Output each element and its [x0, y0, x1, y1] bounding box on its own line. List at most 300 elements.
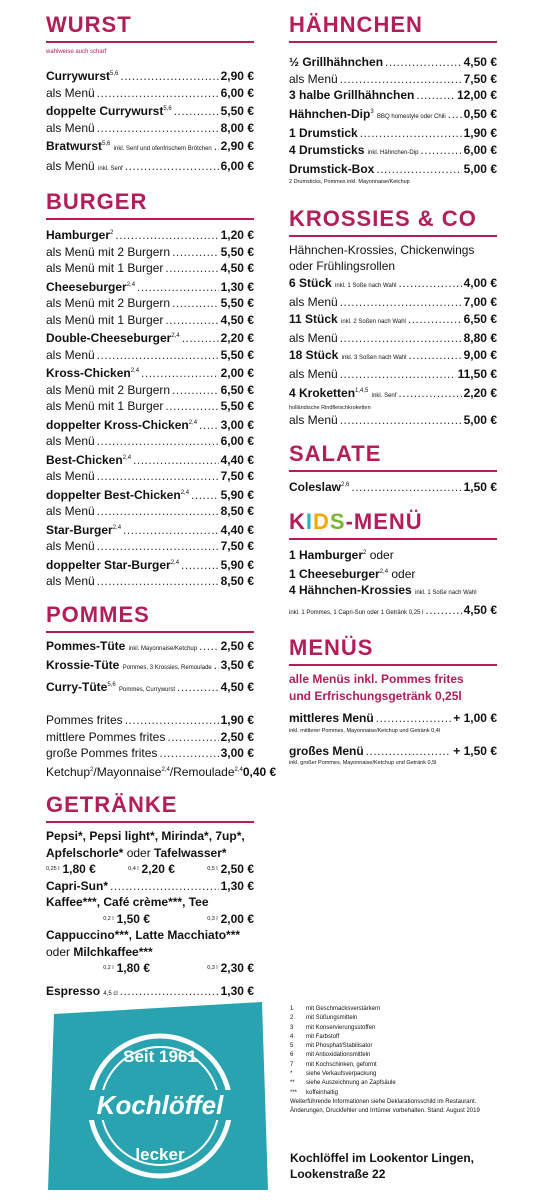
dot-leader	[165, 260, 218, 277]
menu-row	[46, 538, 254, 555]
item-name: als Menü	[46, 434, 95, 448]
menu-row	[46, 555, 254, 574]
menu-row	[46, 638, 254, 658]
divider	[46, 821, 254, 823]
dot-leader	[340, 71, 462, 88]
item-footnote: 5,6	[110, 71, 119, 77]
item-label	[46, 66, 118, 85]
item-price: 6,00 €	[220, 434, 254, 448]
kids-line-1: 1 Hamburger$^2$ oder	[289, 548, 394, 562]
dot-leader	[159, 745, 218, 762]
dot-leader	[174, 103, 219, 120]
menu-row	[46, 485, 254, 504]
menu-row	[46, 347, 254, 364]
item-label	[46, 85, 95, 102]
item-label	[46, 347, 95, 364]
menu-row	[46, 136, 254, 158]
section-title-salate: SALATE	[289, 440, 382, 466]
item-name: als Menü	[46, 347, 95, 362]
item-name: als Menü	[289, 331, 338, 345]
item-price: 7,50 €	[220, 469, 254, 483]
menu-size-price	[453, 710, 497, 727]
menu-row	[289, 311, 497, 331]
footnote-marker: 7	[290, 1061, 294, 1068]
item-detail: Pommes, Currywurst	[119, 686, 176, 693]
divider	[289, 470, 497, 472]
dot-leader	[360, 125, 462, 142]
item-name: doppelter Best-Chicken	[46, 487, 181, 502]
item-label	[46, 382, 170, 399]
item-label	[289, 71, 338, 88]
item-name: 3 halbe Grillhähnchen	[289, 88, 415, 102]
item-price: 3,00 €	[220, 417, 254, 432]
footnote-row	[290, 1014, 500, 1023]
dot-leader	[97, 573, 219, 590]
dot-leader	[97, 538, 219, 555]
footnote-marker: ***	[290, 1089, 298, 1096]
item-label	[46, 312, 163, 329]
cappuccino-sizes: 0,2 l 1,80 € 0,3 l 2,30 €	[103, 961, 254, 975]
menu-row	[46, 450, 254, 469]
dot-leader	[385, 54, 462, 71]
item-name: Drumstick-Box	[289, 162, 375, 176]
dot-leader	[340, 366, 456, 383]
dot-leader	[123, 522, 219, 539]
divider	[289, 41, 497, 43]
drumstick-box-note: 2 Drumsticks, Pommes inkl. Mayonnaise/Ketchup	[289, 178, 410, 185]
footnote-text: mit Konservierungsstoffen	[306, 1024, 376, 1031]
item-name: Pommes frites	[46, 713, 123, 727]
dot-leader	[199, 417, 219, 434]
item-price: 1,20 €	[220, 228, 254, 242]
kroketten-note: holländische Rindfleischkroketten	[289, 405, 371, 411]
item-price: 4,40 €	[220, 522, 254, 537]
item-name: als Menü mit 2 Burgern	[46, 382, 171, 397]
item-price: 4,50 €	[463, 55, 497, 69]
menu-row	[289, 125, 497, 142]
item-label	[289, 87, 414, 104]
menu-size-note: inkl. großer Pommes, Mayonnaise/Ketchup und Getränk 0,5l	[289, 760, 437, 766]
item-label	[46, 433, 95, 450]
footnote-text: mit Phosphat/Stabilisator	[306, 1043, 373, 1050]
item-price: 6,00 €	[463, 142, 497, 157]
menu-row	[46, 312, 254, 329]
item-name: 4 Kroketten	[289, 385, 356, 400]
dot-leader	[172, 382, 219, 399]
menu-row	[289, 54, 497, 71]
divider	[46, 631, 254, 633]
footnote-marker: 4	[290, 1033, 294, 1040]
dot-leader	[141, 365, 219, 382]
footnote-text: siehe Verkaufsverpackung	[306, 1071, 377, 1078]
item-detail: inkl. Senf	[98, 165, 123, 172]
menu-row	[46, 260, 254, 277]
item-label	[46, 503, 95, 520]
dot-leader	[165, 398, 218, 415]
menu-row	[289, 383, 497, 405]
item-detail: inkl. 3 Soßen nach Wahl	[341, 354, 407, 361]
dot-leader	[199, 638, 219, 655]
item-price: 5,90 €	[220, 487, 254, 502]
menu-row	[46, 277, 254, 296]
menu-row	[46, 468, 254, 485]
item-label	[46, 398, 163, 415]
item-name: als Menü	[46, 469, 95, 483]
item-name: Bratwurst	[46, 139, 103, 153]
price-value: 1,50 €	[463, 743, 497, 758]
item-label	[289, 104, 446, 126]
item-price: 3,50 €	[220, 658, 254, 672]
item-price: 8,80 €	[463, 331, 497, 345]
item-price: 7,50 €	[220, 539, 254, 553]
item-name: 11 Stück	[289, 311, 338, 326]
item-label	[289, 54, 383, 71]
item-price: 2,20 €	[463, 385, 497, 400]
item-label	[46, 295, 170, 312]
menu-row	[289, 87, 497, 104]
divider	[46, 218, 254, 220]
item-price: 4,40 €	[220, 452, 254, 467]
dot-leader	[448, 106, 462, 123]
item-price: 9,00 €	[463, 347, 497, 362]
menu-row	[289, 294, 497, 311]
item-label	[289, 311, 406, 331]
dot-leader	[408, 311, 462, 328]
item-label	[46, 638, 197, 658]
item-label	[289, 125, 358, 142]
menu-row	[46, 328, 254, 347]
item-name: Pommes-Tüte	[46, 638, 126, 653]
menues-subtitle-2: und Erfrischungsgetränk 0,25l	[289, 688, 462, 703]
menu-row	[46, 520, 254, 539]
menu-row	[46, 657, 254, 677]
menu-row	[46, 712, 254, 729]
item-price: 5,50 €	[220, 296, 254, 310]
item-label	[46, 485, 189, 504]
item-label	[46, 729, 165, 746]
kaffee-line: Kaffee***, Café crème***, Tee	[46, 895, 209, 909]
dot-leader	[214, 138, 219, 155]
menu-row	[46, 295, 254, 312]
item-price: 4,00 €	[463, 275, 497, 290]
item-label	[46, 101, 172, 120]
item-name: als Menü mit 2 Burgern	[46, 244, 171, 259]
item-name: Kross-Chicken	[46, 366, 131, 380]
dot-leader	[214, 657, 219, 674]
item-footnote: 2,4	[112, 524, 122, 531]
item-name: als Menü	[289, 71, 338, 86]
item-footnote: 5,6	[102, 141, 111, 147]
item-price: 2,50 €	[220, 729, 254, 744]
krossies-intro-2: oder Frühlingsrollen	[289, 259, 396, 273]
menu-row	[46, 101, 254, 120]
dot-leader	[172, 295, 219, 312]
item-label	[289, 366, 338, 383]
price-value: 1,00 €	[463, 711, 497, 725]
coleslaw-row: Coleslaw$^{2,6}$ ..... 1,50 €	[289, 477, 497, 496]
item-name: Hähnchen-Dip	[289, 106, 371, 121]
footnote-text: mit Farbstoff	[306, 1033, 340, 1040]
item-label	[46, 657, 212, 677]
menu-size-name: mittleres Menü	[289, 711, 374, 725]
item-name: Star-Burger	[46, 522, 113, 537]
dot-leader	[399, 275, 462, 292]
section-title-haehnchen: HÄHNCHEN	[289, 12, 423, 37]
item-detail: inkl. Senf und ofenfrischem Brötchen	[113, 146, 212, 152]
item-price: 7,50 €	[463, 71, 497, 86]
item-name: als Menü mit 1 Burger	[46, 399, 164, 413]
item-price: 4,50 €	[220, 261, 254, 275]
item-label	[46, 244, 170, 261]
menu-row	[46, 66, 254, 85]
item-label	[289, 142, 418, 162]
logo-brand-text: Kochlöffel	[96, 1090, 224, 1120]
item-price: 4,50 €	[220, 679, 254, 694]
item-price: 6,50 €	[463, 311, 497, 326]
dot-leader	[165, 312, 218, 329]
item-detail: BBQ homestyle oder Chili	[377, 113, 446, 120]
footnote-row	[290, 1042, 500, 1051]
footnote-marker: 2	[290, 1015, 294, 1022]
dot-leader	[409, 347, 462, 364]
item-name: als Menü	[46, 158, 95, 173]
footnote-marker: *	[290, 1071, 293, 1078]
item-footnote: 2	[110, 230, 114, 236]
footnote-text: mit Antioxidationsmitteln	[306, 1052, 371, 1059]
item-label	[46, 415, 197, 434]
item-label	[289, 161, 374, 178]
item-name: doppelter Star-Burger	[46, 557, 171, 572]
menu-row	[46, 225, 254, 244]
kroketten-menu-row: als Menü ..... 5,00 €	[289, 412, 497, 429]
menu-row	[289, 104, 497, 126]
item-detail: inkl. Hähnchen-Dip	[367, 149, 419, 156]
cappuccino-line: Cappuccino***, Latte Macchiato***	[46, 928, 241, 942]
milchkaffee-line: oder Milchkaffee***	[46, 944, 153, 959]
item-label	[289, 294, 338, 311]
kaffee-sizes: 0,2 l 1,50 € 0,3 l 2,00 €	[103, 911, 254, 926]
item-name: als Menü mit 1 Burger	[46, 312, 164, 327]
footnote-text: mit Geschmacksverstärkern	[306, 1006, 381, 1012]
menu-row	[289, 347, 497, 367]
footnote-marker: 1	[290, 1006, 294, 1012]
kids-line-2: 1 Cheeseburger$^{2,4}$ oder	[289, 566, 416, 581]
logo-bottom-text: lecker	[135, 1145, 185, 1164]
sauce-row: Ketchup$^2$/Mayonnaise$^{2,4}$/Remoulade$^{2,4}$ 0,40 €	[46, 764, 277, 779]
menu-size-row	[289, 710, 497, 727]
divider	[289, 538, 497, 540]
dot-leader	[137, 279, 219, 296]
item-name: doppelter Kross-Chicken	[46, 417, 189, 432]
dot-leader	[177, 679, 219, 696]
item-price: 5,90 €	[220, 557, 254, 572]
dot-leader	[97, 347, 219, 364]
plus-icon: +	[453, 743, 461, 758]
dot-leader	[420, 142, 461, 159]
footnote-row	[290, 1024, 500, 1033]
item-label	[46, 136, 212, 158]
item-label	[46, 120, 95, 137]
kids-price-row: inkl. 1 Pommes, 1 Capri-Sun oder 1 Getränk 0,25 l ..... 4,50 €	[289, 602, 497, 622]
item-price: 5,50 €	[220, 399, 254, 413]
espresso-row: Espresso 4,5 cl ..... 1,30 €	[46, 983, 254, 1003]
item-price: 5,50 €	[220, 244, 254, 259]
plus-icon: +	[453, 711, 461, 725]
item-detail: inkl. 2 Soßen nach Wahl	[341, 318, 406, 325]
item-name: als Menü	[46, 85, 95, 100]
haehnchen-list	[289, 54, 497, 178]
footnote-row	[290, 1005, 500, 1014]
krossies-intro: Hähnchen-Krossies, Chickenwings	[289, 242, 475, 257]
section-title-burger: BURGER	[46, 189, 148, 214]
footnote-list	[290, 1005, 500, 1098]
dot-leader	[340, 294, 462, 311]
item-name: doppelte Currywurst	[46, 104, 164, 118]
footnote-marker: **	[290, 1080, 295, 1087]
item-name: als Menü	[289, 367, 338, 381]
footnote-text: mit Kochschinken, geformt	[306, 1061, 377, 1068]
address-line-1: Kochlöffel im Lookentor Lingen,	[290, 1151, 474, 1165]
krossies-list	[289, 275, 497, 405]
item-footnote: 2,4	[170, 559, 180, 566]
pommes-list	[46, 712, 254, 762]
menu-row	[46, 363, 254, 382]
section-title-menues: MENÜS	[289, 635, 374, 660]
item-label	[46, 538, 95, 555]
divider	[289, 664, 497, 666]
section-title-krossies: KROSSIES & CO	[289, 205, 477, 231]
kochloeffel-logo	[48, 1000, 268, 1190]
menu-size-row	[289, 743, 497, 760]
item-detail: inkl. 1 Soße nach Wahl	[335, 282, 397, 289]
item-label	[46, 555, 179, 574]
item-label	[289, 275, 397, 295]
left-column	[46, 12, 277, 1002]
item-price: 2,90 €	[220, 69, 254, 83]
item-label	[289, 347, 407, 367]
menu-row	[46, 244, 254, 261]
menu-row	[46, 158, 254, 178]
footnote-marker: 5	[290, 1043, 294, 1050]
spacer	[289, 767, 497, 775]
item-price: 5,50 €	[220, 347, 254, 362]
item-footnote: 1,4,5	[355, 387, 369, 394]
item-label	[46, 363, 139, 382]
item-label	[46, 225, 113, 244]
item-name: als Menü	[46, 504, 95, 518]
item-price: 0,50 €	[463, 106, 497, 121]
dot-leader	[167, 729, 218, 746]
item-label	[289, 383, 396, 405]
item-label	[46, 745, 157, 762]
item-name: als Menü	[289, 295, 338, 309]
menu-row	[46, 120, 254, 137]
dot-leader	[97, 433, 219, 450]
menu-row	[46, 85, 254, 102]
dot-leader	[97, 85, 219, 102]
section-title-kids-menu: KIDS-MENÜ	[289, 509, 423, 534]
section-title-pommes: POMMES	[46, 601, 150, 627]
dot-leader	[120, 68, 218, 85]
item-name: 6 Stück	[289, 275, 332, 290]
item-footnote: 5,6	[163, 106, 172, 112]
item-price: 2,20 €	[220, 331, 254, 345]
menu-row	[46, 729, 254, 746]
item-price: 3,00 €	[220, 746, 254, 760]
item-footnote: 2,4	[188, 419, 198, 426]
item-price: 5,50 €	[220, 104, 254, 118]
item-name: als Menü mit 1 Burger	[46, 261, 164, 275]
footnote-row	[290, 1051, 500, 1060]
item-footnote: 2,4	[122, 454, 132, 461]
footnote-text: koffeinhaltig	[306, 1089, 338, 1096]
dot-leader	[398, 385, 461, 402]
item-name: 1 Drumstick	[289, 126, 358, 140]
softdrinks-line: Pepsi*, Pepsi light*, Mirinda*, 7up*,	[46, 829, 245, 843]
item-name: Currywurst	[46, 69, 111, 83]
item-name: Best-Chicken	[46, 452, 123, 467]
dot-leader	[97, 503, 219, 520]
menu-row	[289, 142, 497, 162]
wurst-note: wahlweise auch scharf	[46, 49, 107, 55]
footnote-disclaimer: Änderungen, Druckfehler und Irrtümer vorbehalten. Stand: August 2019	[290, 1108, 480, 1115]
restaurant-address	[290, 1150, 474, 1182]
footnote-row	[290, 1033, 500, 1042]
item-label	[46, 468, 95, 485]
right-column	[289, 12, 497, 775]
item-name: als Menü	[46, 574, 95, 588]
item-footnote: 2,4	[130, 368, 140, 374]
item-price: 7,00 €	[463, 295, 497, 309]
item-price: 2,00 €	[220, 366, 254, 380]
item-price: 6,00 €	[220, 85, 254, 100]
item-footnote: 3	[370, 108, 374, 115]
menues-list	[289, 710, 497, 775]
menu-row	[46, 573, 254, 590]
footnotes	[290, 1005, 500, 1117]
item-price: 6,50 €	[220, 382, 254, 397]
footnote-row	[290, 1061, 500, 1070]
item-label	[46, 520, 121, 539]
dot-leader	[125, 158, 219, 175]
dot-leader	[97, 120, 219, 137]
item-label	[289, 330, 338, 347]
item-name: Cheeseburger	[46, 279, 127, 294]
item-price: 8,00 €	[220, 120, 254, 135]
dot-leader	[97, 468, 219, 485]
menu-row	[289, 275, 497, 295]
dot-leader	[133, 452, 219, 469]
dot-leader	[181, 557, 219, 574]
item-name: Krossie-Tüte	[46, 658, 120, 672]
item-label	[46, 450, 131, 469]
address-line-2: Lookenstraße 22	[290, 1167, 386, 1181]
item-detail: inkl. Senf	[371, 392, 397, 399]
item-name: Curry-Tüte	[46, 679, 108, 694]
section-title-wurst: WURST	[46, 12, 132, 37]
item-label	[46, 677, 175, 699]
menu-row	[46, 382, 254, 399]
item-detail: Pommes, 3 Krossies, Remoulade	[122, 665, 212, 671]
footnote-row	[290, 1079, 500, 1088]
item-name: mittlere Pommes frites	[46, 729, 166, 744]
dot-leader	[340, 330, 462, 347]
menues-subtitle: alle Menüs inkl. Pommes frites	[289, 672, 464, 686]
logo-top-text: Seit 1961	[123, 1047, 197, 1066]
item-price: 5,00 €	[463, 162, 497, 176]
divider	[289, 235, 497, 237]
item-label	[46, 328, 180, 347]
